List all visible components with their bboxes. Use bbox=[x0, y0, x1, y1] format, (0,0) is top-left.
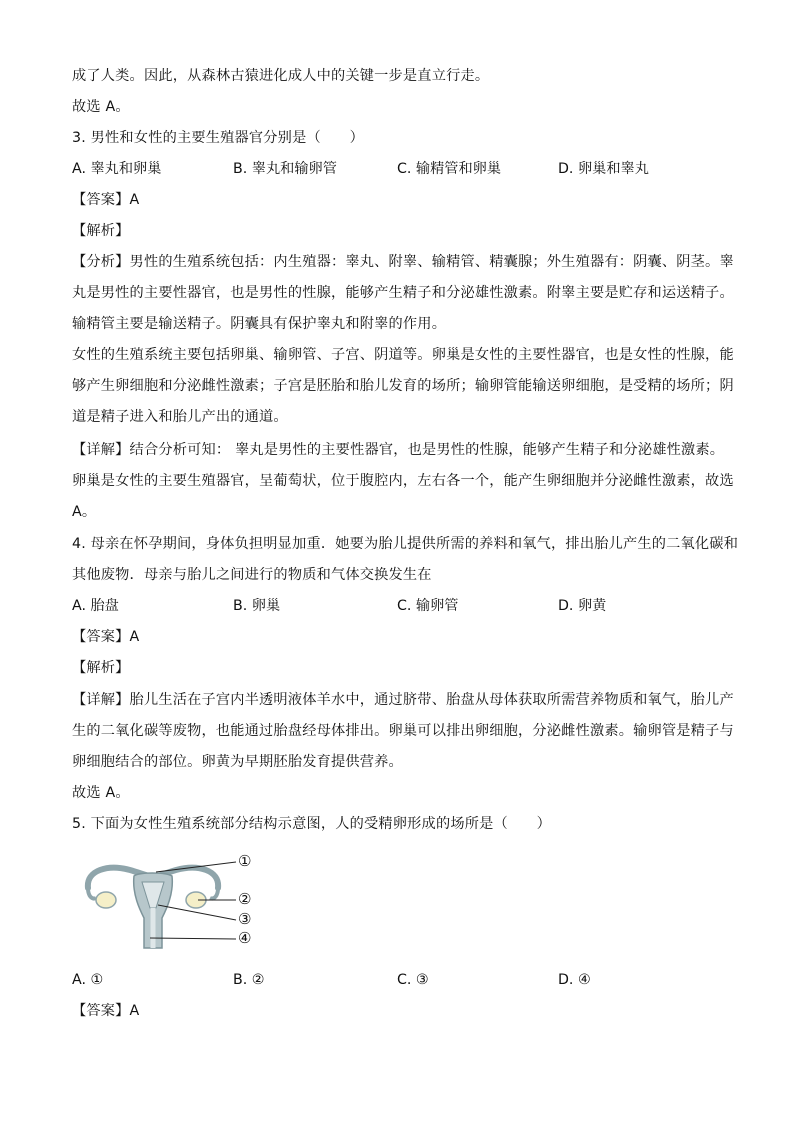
question-5: 5. 下面为女性生殖系统部分结构示意图，人的受精卵形成的场所是（ ） bbox=[72, 816, 552, 832]
question-4: 4. 母亲在怀孕期间，身体负担明显加重．她要为胎儿提供所需的养料和氧气，排出胎儿产生的二氧化碳和 bbox=[72, 536, 739, 552]
text-line: 成了人类。因此，从森林古猿进化成人中的关键一步是直立行走。 bbox=[72, 68, 490, 84]
answer-label: 【答案】A bbox=[72, 192, 140, 208]
answer-label: 【答案】A bbox=[72, 629, 140, 645]
text-line: 生的二氧化碳等废物，也能通过胎盘经母体排出。卵巢可以排出卵细胞，分泌雌性激素。输卵管是精子与 bbox=[72, 723, 734, 739]
answer-label: 【答案】A bbox=[72, 1003, 140, 1019]
q4-option-d: D. 卵黄 bbox=[558, 598, 607, 614]
diagram-label-3: ③ bbox=[238, 910, 252, 928]
text-line: 【分析】男性的生殖系统包括：内生殖器：睾丸、附睾、输精管、精囊腺；外生殖器有：阴囊、阴茎。睾 bbox=[72, 254, 734, 270]
text-line: 【详解】胎儿生活在子宫内半透明液体羊水中，通过脐带、胎盘从母体获取所需营养物质和氧气，胎儿产 bbox=[72, 692, 734, 708]
q3-option-b: B. 睾丸和输卵管 bbox=[233, 161, 337, 177]
text-line: 其他废物．母亲与胎儿之间进行的物质和气体交换发生在 bbox=[72, 567, 432, 583]
text-line: 丸是男性的主要性器官，也是男性的性腺，能够产生精子和分泌雄性激素。附睾主要是贮存和运送精子。 bbox=[72, 285, 734, 301]
analysis-label: 【解析】 bbox=[72, 223, 130, 239]
diagram-label-4: ④ bbox=[238, 929, 252, 947]
analysis-label: 【解析】 bbox=[72, 660, 130, 676]
text-line: 够产生卵细胞和分泌雌性激素；子宫是胚胎和胎儿发育的场所；输卵管能输送卵细胞，是受精的场所；阴 bbox=[72, 378, 734, 394]
q3-option-d: D. 卵巢和睾丸 bbox=[558, 161, 649, 177]
diagram-label-2: ② bbox=[238, 890, 252, 908]
text-line: 输精管主要是输送精子。阴囊具有保护睾丸和附睾的作用。 bbox=[72, 316, 447, 332]
q5-option-a: A. ① bbox=[72, 972, 104, 988]
text-line: 道是精子进入和胎儿产出的通道。 bbox=[72, 409, 288, 425]
q5-option-d: D. ④ bbox=[558, 972, 591, 988]
text-line: 卵巢是女性的主要生殖器官，呈葡萄状，位于腹腔内，左右各一个，能产生卵细胞并分泌雌性激素，故选 bbox=[72, 473, 734, 489]
text-line: 【详解】结合分析可知： 睾丸是男性的主要性器官，也是男性的性腺，能够产生精子和分泌雄性激素。 bbox=[72, 442, 725, 458]
text-line: 卵细胞结合的部位。卵黄为早期胚胎发育提供营养。 bbox=[72, 754, 403, 770]
text-line: 女性的生殖系统主要包括卵巢、输卵管、子宫、阴道等。卵巢是女性的主要性器官，也是女性的性腺，能 bbox=[72, 347, 734, 363]
q3-option-c: C. 输精管和卵巢 bbox=[397, 161, 502, 177]
diagram-label-1: ① bbox=[238, 852, 252, 870]
q4-option-c: C. 输卵管 bbox=[397, 598, 459, 614]
question-3: 3. 男性和女性的主要生殖器官分别是（ ） bbox=[72, 130, 365, 146]
text-line: 故选 A。 bbox=[72, 785, 130, 801]
q3-option-a: A. 睾丸和卵巢 bbox=[72, 161, 162, 177]
reproductive-system-diagram bbox=[78, 850, 268, 950]
q4-option-a: A. 胎盘 bbox=[72, 598, 119, 614]
text-line: 故选 A。 bbox=[72, 99, 130, 115]
text-line: A。 bbox=[72, 504, 97, 520]
q5-option-b: B. ② bbox=[233, 972, 265, 988]
q5-option-c: C. ③ bbox=[397, 972, 429, 988]
q4-option-b: B. 卵巢 bbox=[233, 598, 281, 614]
